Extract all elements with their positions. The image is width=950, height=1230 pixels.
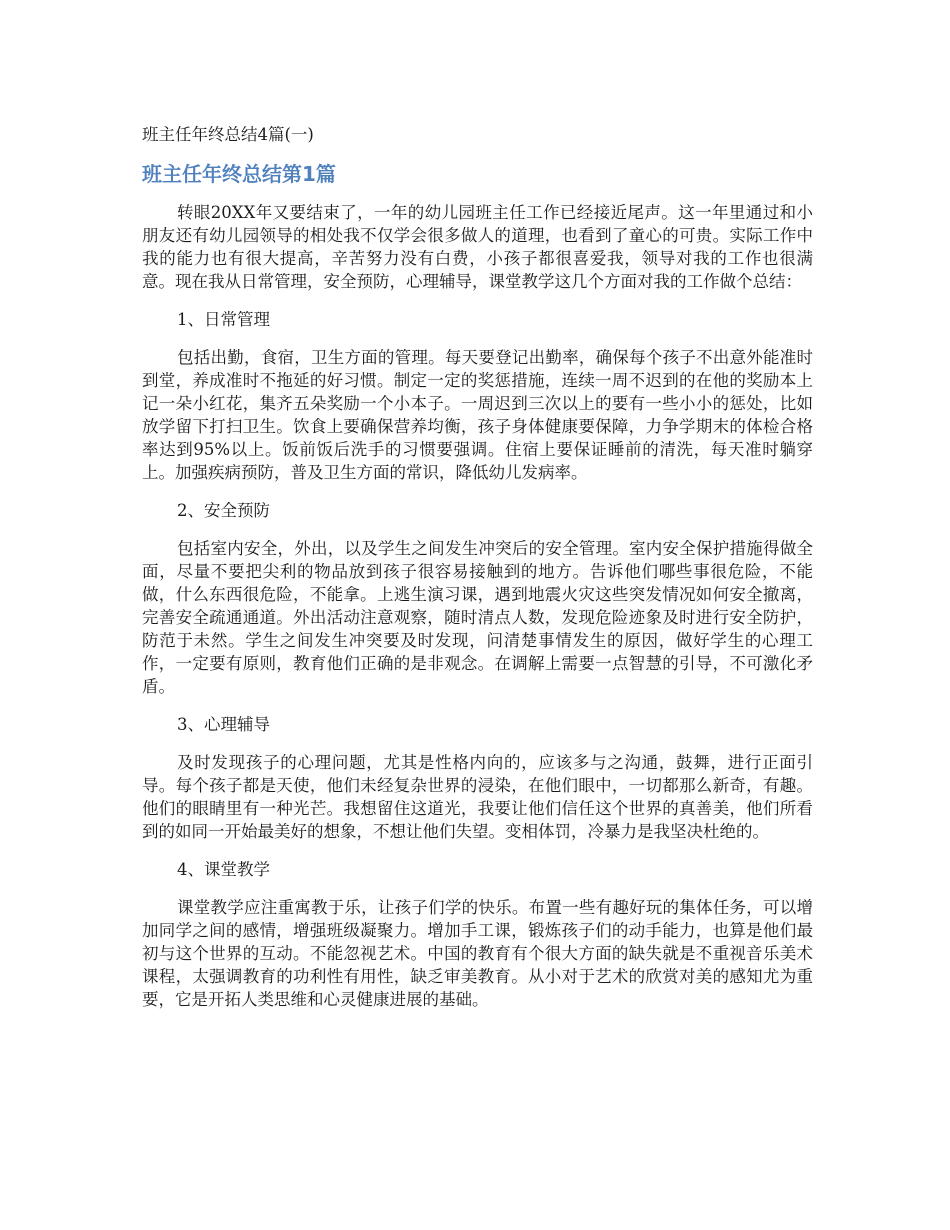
document-title: 班主任年终总结4篇(一) <box>142 125 314 144</box>
section-heading-teaching: 4、课堂教学 <box>177 860 270 879</box>
document-page <box>142 123 813 1026</box>
section-heading-counseling: 3、心理辅导 <box>177 715 270 734</box>
article-heading: 班主任年终总结第1篇 <box>142 162 336 186</box>
section-body-counseling: 及时发现孩子的心理问题，尤其是性格内向的，应该多与之沟通，鼓舞，进行正面引导。每个孩子都是天使，他们未经复杂世界的浸染，在他们眼中，一切都那么新奇，有趣。他们的眼睛里有一种光芒。我想留住这道光，我要让他们信任这个世界的真善美，他们所看到的如同一开始最美好的想象，不想让他们失望。变相体罚，冷暴力是我坚决杜绝的。 <box>142 753 813 841</box>
section-body-teaching: 课堂教学应注重寓教于乐，让孩子们学的快乐。布置一些有趣好玩的集体任务，可以增加同学之间的感情，增强班级凝聚力。增加手工课，锻炼孩子们的动手能力，也算是他们最初与这个世界的互动。不能忽视艺术。中国的教育有个很大方面的缺失就是不重视音乐美术课程，太强调教育的功利性有用性，缺乏审美教育。从小对于艺术的欣赏对美的感知尤为重要，它是开拓人类思维和心灵健康进展的基础。 <box>142 898 813 1009</box>
section-heading-safety: 2、安全预防 <box>177 501 270 520</box>
section-body-safety: 包括室内安全，外出，以及学生之间发生冲突后的安全管理。室内安全保护措施得做全面，尽量不要把尖利的物品放到孩子很容易接触到的地方。告诉他们哪些事很危险，不能做，什么东西很危险，不能拿。上逃生演习课，遇到地震火灾这些突发情况如何安全撤离，完善安全疏通通道。外出活动注意观察，随时清点人数，发现危险迹象及时进行安全防护，防范于未然。学生之间发生冲突要及时发现，问清楚事情发生的原因，做好学生的心理工作，一定要有原则，教育他们正确的是非观念。在调解上需要一点智慧的引导，不可激化矛盾。 <box>142 539 813 696</box>
section-body-daily-management: 包括出勤，食宿，卫生方面的管理。每天要登记出勤率，确保每个孩子不出意外能准时到堂，养成准时不拖延的好习惯。制定一定的奖惩措施，连续一周不迟到的在他的奖励本上记一朵小红花，集齐五朵奖励一个小本子。一周迟到三次以上的要有一些小小的惩处，比如放学留下打扫卫生。饮食上要确保营养均衡，孩子身体健康要保障，力争学期末的体检合格率达到95%以上。饭前饭后洗手的习惯要强调。住宿上要保证睡前的清洗，每天准时躺穿上。加强疾病预防，普及卫生方面的常识，降低幼儿发病率。 <box>142 348 813 482</box>
section-heading-daily-management: 1、日常管理 <box>177 310 270 329</box>
intro-paragraph: 转眼20XX年又要结束了，一年的幼儿园班主任工作已经接近尾声。这一年里通过和小朋友还有幼儿园领导的相处我不仅学会很多做人的道理，也看到了童心的可贵。实际工作中我的能力也有很大提高，辛苦努力没有白费，小孩子都很喜爱我，领导对我的工作也很满意。现在我从日常管理，安全预防，心理辅导，课堂教学这几个方面对我的工作做个总结： <box>142 203 813 291</box>
